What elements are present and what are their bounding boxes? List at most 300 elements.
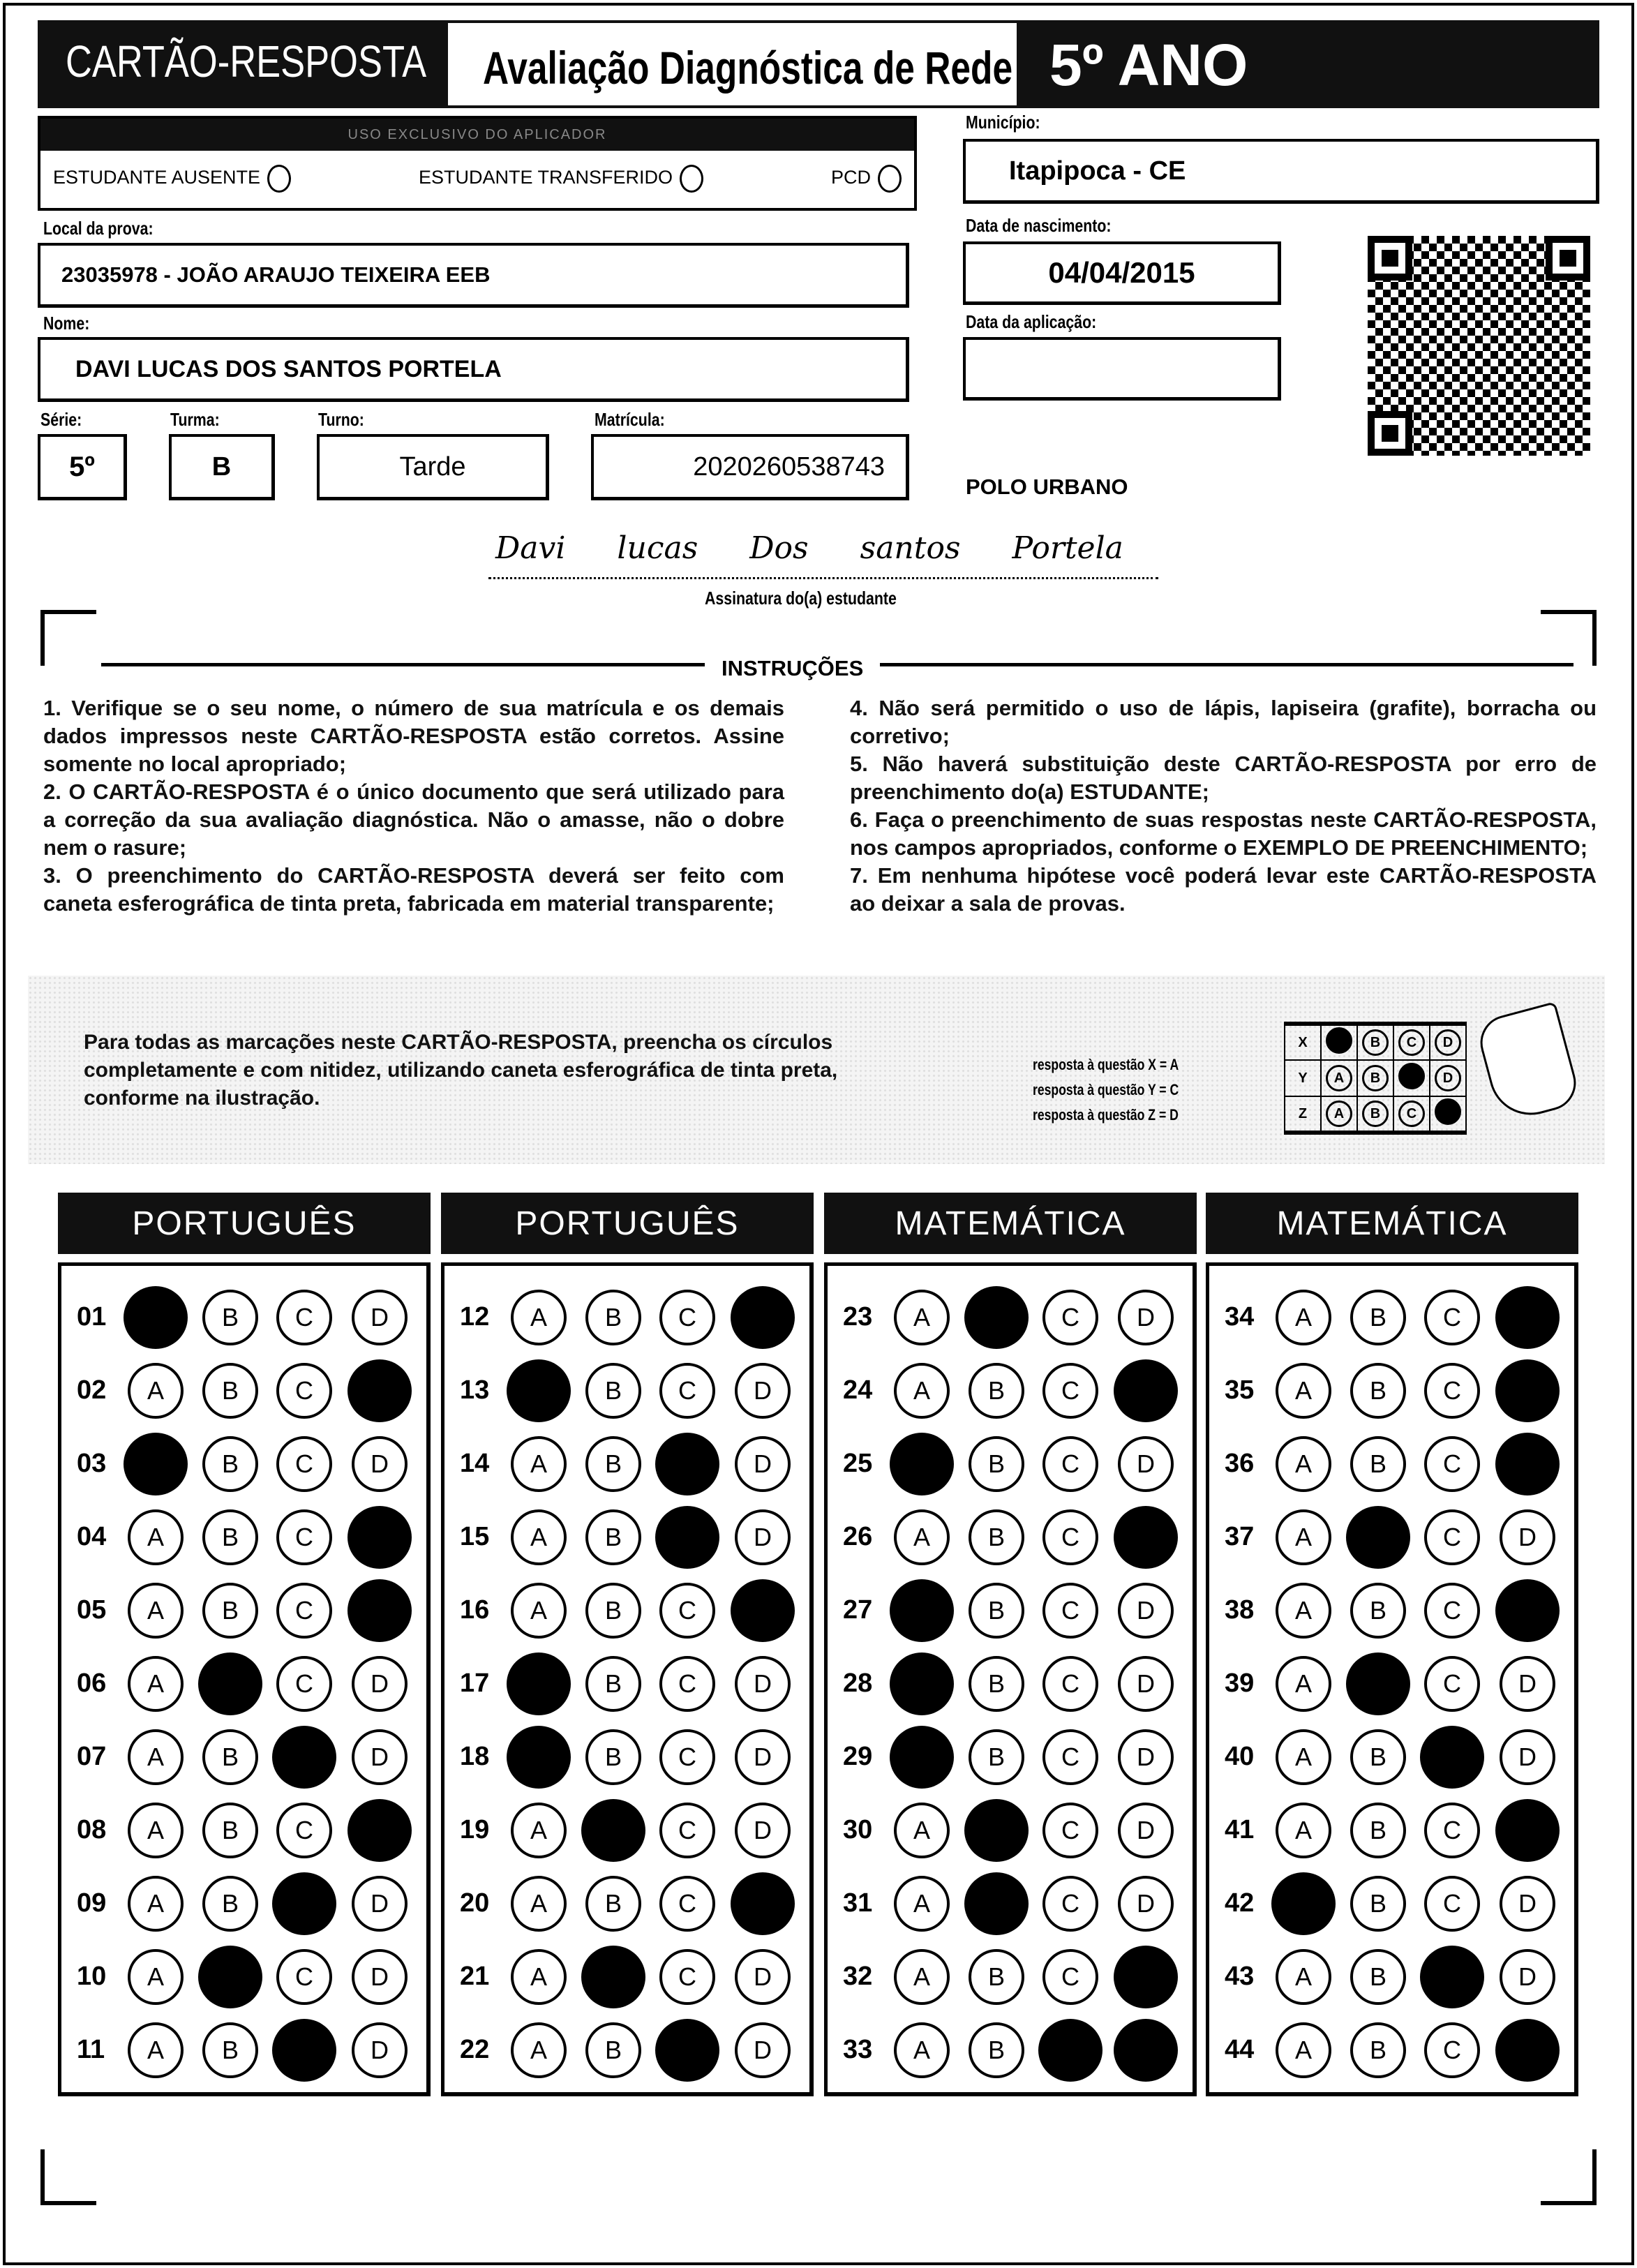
question-number: 42 bbox=[1225, 1888, 1255, 1918]
question-number: 31 bbox=[843, 1888, 873, 1918]
municipio-field bbox=[963, 139, 1599, 204]
answer-bubble-c[interactable]: C bbox=[1042, 1363, 1098, 1419]
answer-bubble-d-filled[interactable] bbox=[347, 1359, 412, 1422]
answer-bubble-c[interactable]: C bbox=[1424, 1363, 1480, 1419]
answer-bubble-a[interactable]: A bbox=[894, 1876, 950, 1932]
answer-bubble-b[interactable]: B bbox=[1350, 1876, 1406, 1932]
example-cell bbox=[1393, 1060, 1430, 1096]
answer-bubble-a[interactable]: A bbox=[1276, 1949, 1331, 2005]
answer-bubble-c-filled[interactable] bbox=[1038, 2019, 1102, 2082]
answer-bubble-d[interactable]: D bbox=[1118, 1803, 1174, 1858]
answer-bubble-a-filled[interactable] bbox=[124, 1286, 188, 1349]
question-number: 12 bbox=[460, 1302, 490, 1331]
example-cell bbox=[1321, 1096, 1357, 1133]
answer-bubble-d[interactable]: D bbox=[352, 1436, 408, 1492]
question-number: 28 bbox=[843, 1669, 873, 1698]
answer-bubble-b[interactable]: B bbox=[202, 1876, 258, 1932]
answer-bubble-d[interactable]: D bbox=[735, 1509, 791, 1565]
answer-bubble-c[interactable]: C bbox=[276, 1436, 332, 1492]
answer-bubble-c[interactable]: C bbox=[1424, 1290, 1480, 1345]
question-number: 07 bbox=[77, 1742, 107, 1771]
answer-bubble-d[interactable]: D bbox=[1500, 1729, 1555, 1785]
example-row bbox=[1285, 1024, 1466, 1060]
answer-bubble-a-filled[interactable] bbox=[890, 1726, 954, 1789]
answer-bubble-c[interactable]: C bbox=[1042, 1656, 1098, 1712]
answer-bubble-b-filled[interactable] bbox=[1346, 1506, 1410, 1569]
answer-bubble-b[interactable]: B bbox=[1350, 1949, 1406, 2005]
answer-bubble-a-filled[interactable] bbox=[124, 1433, 188, 1495]
question-number: 37 bbox=[1225, 1522, 1255, 1551]
answer-bubble-d[interactable]: D bbox=[352, 1949, 408, 2005]
question-row bbox=[828, 1656, 1193, 1712]
answer-bubble-c[interactable]: C bbox=[1424, 1583, 1480, 1639]
answer-bubble-a[interactable]: A bbox=[1276, 2022, 1331, 2078]
nascimento-field bbox=[963, 241, 1281, 305]
answer-bubble-b-filled[interactable] bbox=[964, 1286, 1029, 1349]
answer-bubble-c[interactable]: C bbox=[1042, 1583, 1098, 1639]
question-number: 39 bbox=[1225, 1669, 1255, 1698]
answer-bubble-b[interactable]: B bbox=[1350, 1803, 1406, 1858]
answer-bubble-a[interactable]: A bbox=[511, 1583, 567, 1639]
question-number: 35 bbox=[1225, 1375, 1255, 1405]
turma-field bbox=[169, 434, 275, 500]
answer-bubble-c[interactable]: C bbox=[659, 1876, 715, 1932]
nome-field bbox=[38, 337, 909, 402]
answer-bubble-b[interactable]: B bbox=[202, 1436, 258, 1492]
turma-label: Turma: bbox=[170, 409, 220, 430]
answer-bubble-c[interactable]: C bbox=[659, 1949, 715, 2005]
answer-bubble-c-filled[interactable] bbox=[655, 2019, 719, 2082]
question-number: 08 bbox=[77, 1815, 107, 1844]
answer-bubble-d-filled[interactable] bbox=[1495, 1286, 1560, 1349]
answer-bubble-b-filled[interactable] bbox=[964, 1799, 1029, 1862]
answer-bubble-a-filled[interactable] bbox=[890, 1652, 954, 1715]
question-number: 19 bbox=[460, 1815, 490, 1844]
question-number: 14 bbox=[460, 1449, 490, 1478]
answer-bubble-b[interactable]: B bbox=[202, 1509, 258, 1565]
answer-bubble-a[interactable]: A bbox=[128, 1949, 184, 2005]
question-row bbox=[61, 1363, 426, 1419]
answer-bubble-a[interactable]: A bbox=[511, 1949, 567, 2005]
question-number: 16 bbox=[460, 1595, 490, 1625]
answer-bubble-b[interactable]: B bbox=[585, 1363, 641, 1419]
answer-bubble-c-filled[interactable] bbox=[272, 1726, 336, 1789]
section-header: PORTUGUÊS bbox=[58, 1193, 431, 1254]
answer-bubble-d[interactable]: D bbox=[1118, 1290, 1174, 1345]
answer-bubble-b[interactable]: B bbox=[585, 1656, 641, 1712]
answer-bubble-b[interactable]: B bbox=[969, 1509, 1024, 1565]
answer-bubble-d[interactable]: D bbox=[1118, 1436, 1174, 1492]
turno-field bbox=[317, 434, 549, 500]
answer-bubble-b[interactable]: B bbox=[1350, 1729, 1406, 1785]
answer-bubble-d[interactable]: D bbox=[1118, 1876, 1174, 1932]
answer-bubble-c[interactable]: C bbox=[659, 1363, 715, 1419]
serie-field bbox=[38, 434, 127, 500]
question-row bbox=[444, 1876, 809, 1932]
question-number: 13 bbox=[460, 1375, 490, 1405]
answer-bubble-c-filled[interactable] bbox=[655, 1433, 719, 1495]
question-number: 09 bbox=[77, 1888, 107, 1918]
answer-bubble-a[interactable]: A bbox=[1276, 1803, 1331, 1858]
answer-bubble-c-filled[interactable] bbox=[272, 2019, 336, 2082]
answer-bubble-a[interactable]: A bbox=[894, 1509, 950, 1565]
question-row bbox=[828, 1803, 1193, 1858]
answer-bubble-d[interactable]: D bbox=[735, 1363, 791, 1419]
question-number: 01 bbox=[77, 1302, 107, 1331]
example-bubble: A bbox=[1326, 1101, 1352, 1127]
answer-bubble-a[interactable]: A bbox=[128, 1803, 184, 1858]
answer-bubble-d[interactable]: D bbox=[1118, 1583, 1174, 1639]
card-title: CARTÃO-RESPOSTA bbox=[66, 36, 427, 87]
question-row bbox=[1209, 1290, 1574, 1345]
answer-bubble-d-filled[interactable] bbox=[731, 1579, 795, 1642]
answer-bubble-a[interactable]: A bbox=[1276, 1583, 1331, 1639]
answer-bubble-b[interactable]: B bbox=[202, 2022, 258, 2078]
answer-bubble-a[interactable]: A bbox=[1276, 1363, 1331, 1419]
answer-bubble-a[interactable]: A bbox=[511, 1876, 567, 1932]
example-bubble: B bbox=[1362, 1029, 1389, 1056]
example-bubble: A bbox=[1326, 1065, 1352, 1091]
instruction-5: 5. Não haverá substituição deste CARTÃO-RESPOSTA por erro de preenchimento do(a) ESTUDANTE; bbox=[850, 752, 1597, 804]
answer-bubble-b[interactable]: B bbox=[585, 1436, 641, 1492]
answer-bubble-c[interactable]: C bbox=[1042, 1949, 1098, 2005]
answer-bubble-c[interactable]: C bbox=[1042, 1729, 1098, 1785]
answer-bubble-b[interactable]: B bbox=[1350, 1363, 1406, 1419]
example-bubble bbox=[1398, 1063, 1425, 1089]
example-bubble: C bbox=[1398, 1101, 1425, 1127]
polo-label: POLO URBANO bbox=[966, 475, 1128, 499]
answer-bubble-c[interactable]: C bbox=[276, 1290, 332, 1345]
answer-bubble-d[interactable]: D bbox=[1500, 1656, 1555, 1712]
answer-bubble-d[interactable]: D bbox=[735, 1436, 791, 1492]
answer-bubble-b[interactable]: B bbox=[585, 1876, 641, 1932]
answer-bubble-b-filled[interactable] bbox=[198, 1652, 262, 1715]
answer-bubble-d-filled[interactable] bbox=[1114, 1359, 1178, 1422]
answer-bubble-a-filled[interactable] bbox=[507, 1359, 571, 1422]
answer-bubble-b[interactable]: B bbox=[1350, 1290, 1406, 1345]
corner-mark-br bbox=[1541, 2149, 1597, 2205]
answer-bubble-c-filled[interactable] bbox=[655, 1506, 719, 1569]
answer-bubble-c[interactable]: C bbox=[659, 1583, 715, 1639]
answer-bubble-b-filled[interactable] bbox=[198, 1946, 262, 2008]
answer-bubble-b[interactable]: B bbox=[969, 1583, 1024, 1639]
answer-bubble-c[interactable]: C bbox=[659, 1656, 715, 1712]
answer-bubble-d-filled[interactable] bbox=[1495, 1579, 1560, 1642]
answer-bubble-c[interactable]: C bbox=[1042, 1803, 1098, 1858]
pcd-option[interactable] bbox=[831, 165, 902, 193]
answer-bubble-a[interactable]: A bbox=[128, 1876, 184, 1932]
question-number: 11 bbox=[77, 2035, 105, 2064]
answer-bubble-d[interactable]: D bbox=[352, 1656, 408, 1712]
answer-bubble-c[interactable]: C bbox=[1424, 1436, 1480, 1492]
answer-bubble-a[interactable]: A bbox=[894, 2022, 950, 2078]
answer-bubble-d-filled[interactable] bbox=[1114, 1946, 1178, 2008]
qr-code bbox=[1368, 236, 1590, 456]
answer-bubble-a[interactable]: A bbox=[128, 2022, 184, 2078]
question-number: 41 bbox=[1225, 1815, 1255, 1844]
answer-bubble-b[interactable]: B bbox=[969, 1949, 1024, 2005]
answer-bubble-d-filled[interactable] bbox=[1495, 2019, 1560, 2082]
question-row bbox=[61, 1949, 426, 2005]
question-row bbox=[1209, 1876, 1574, 1932]
example-cell bbox=[1393, 1096, 1430, 1133]
answer-bubble-a-filled[interactable] bbox=[507, 1652, 571, 1715]
answer-bubble-a-filled[interactable] bbox=[890, 1433, 954, 1495]
question-number: 10 bbox=[77, 1962, 107, 1991]
answer-bubble-c[interactable]: C bbox=[276, 1583, 332, 1639]
answer-bubble-c[interactable]: C bbox=[1424, 1656, 1480, 1712]
answer-bubble-d-filled[interactable] bbox=[1114, 2019, 1178, 2082]
answer-bubble-a[interactable]: A bbox=[894, 1363, 950, 1419]
answer-bubble-d-filled[interactable] bbox=[731, 1872, 795, 1935]
question-row bbox=[61, 1656, 426, 1712]
question-row bbox=[828, 1949, 1193, 2005]
question-number: 18 bbox=[460, 1742, 490, 1771]
local-field bbox=[38, 243, 909, 308]
question-row bbox=[444, 1803, 809, 1858]
answer-bubble-b[interactable]: B bbox=[202, 1290, 258, 1345]
answer-bubble-c-filled[interactable] bbox=[1420, 1946, 1484, 2008]
answer-bubble-d-filled[interactable] bbox=[1495, 1359, 1560, 1422]
question-row bbox=[444, 1509, 809, 1565]
pcd-bubble[interactable] bbox=[878, 165, 902, 193]
answer-bubble-a-filled[interactable] bbox=[507, 1726, 571, 1789]
answer-bubble-b[interactable]: B bbox=[585, 1583, 641, 1639]
answer-bubble-a[interactable]: A bbox=[1276, 1290, 1331, 1345]
question-row bbox=[444, 2022, 809, 2078]
answer-column bbox=[441, 1262, 814, 2096]
answer-bubble-d-filled[interactable] bbox=[347, 1506, 412, 1569]
answer-bubble-a[interactable]: A bbox=[128, 1729, 184, 1785]
absent-option[interactable] bbox=[53, 165, 291, 193]
answer-bubble-b[interactable]: B bbox=[969, 1656, 1024, 1712]
answer-bubble-a-filled[interactable] bbox=[1271, 1872, 1336, 1935]
question-number: 38 bbox=[1225, 1595, 1255, 1625]
municipio-label: Município: bbox=[966, 112, 1040, 133]
answer-bubble-b[interactable]: B bbox=[969, 2022, 1024, 2078]
matricula-value: 2020260538743 bbox=[693, 452, 885, 482]
example-bubble: D bbox=[1435, 1029, 1461, 1056]
aplicacao-label: Data da aplicação: bbox=[966, 311, 1097, 332]
answer-bubble-b-filled[interactable] bbox=[581, 1799, 645, 1862]
answer-bubble-a[interactable]: A bbox=[511, 1436, 567, 1492]
question-number: 04 bbox=[77, 1522, 107, 1551]
answer-bubble-d-filled[interactable] bbox=[731, 1286, 795, 1349]
answer-bubble-a[interactable]: A bbox=[511, 1803, 567, 1858]
answer-bubble-c-filled[interactable] bbox=[1420, 1726, 1484, 1789]
answer-bubble-a[interactable]: A bbox=[511, 1509, 567, 1565]
answer-bubble-b[interactable]: B bbox=[202, 1363, 258, 1419]
example-text: Para todas as marcações neste CARTÃO-RESPOSTA, preencha os círculos completamente e com nitidez, utilizando caneta esferográfica de tinta preta, conforme na ilustração. bbox=[84, 1031, 838, 1110]
answer-bubble-d[interactable]: D bbox=[735, 2022, 791, 2078]
answer-bubble-c-filled[interactable] bbox=[272, 1872, 336, 1935]
answer-bubble-d-filled[interactable] bbox=[1495, 1799, 1560, 1862]
answer-bubble-d[interactable]: D bbox=[1500, 1949, 1555, 2005]
transferred-bubble[interactable] bbox=[680, 165, 703, 193]
answer-bubble-b[interactable]: B bbox=[585, 1729, 641, 1785]
question-number: 15 bbox=[460, 1522, 490, 1551]
answer-bubble-b[interactable]: B bbox=[585, 2022, 641, 2078]
answer-bubble-d-filled[interactable] bbox=[1114, 1506, 1178, 1569]
answer-bubble-d[interactable]: D bbox=[352, 1290, 408, 1345]
question-row bbox=[1209, 1509, 1574, 1565]
question-row bbox=[444, 1729, 809, 1785]
answer-bubble-a[interactable]: A bbox=[894, 1949, 950, 2005]
question-number: 29 bbox=[843, 1742, 873, 1771]
question-number: 30 bbox=[843, 1815, 873, 1844]
turma-value: B bbox=[211, 452, 232, 482]
answer-bubble-c[interactable]: C bbox=[659, 1803, 715, 1858]
answer-bubble-c[interactable]: C bbox=[1424, 1876, 1480, 1932]
section-header: PORTUGUÊS bbox=[441, 1193, 814, 1254]
answer-bubble-c[interactable]: C bbox=[276, 1363, 332, 1419]
answer-bubble-c[interactable]: C bbox=[1424, 2022, 1480, 2078]
example-question: Z bbox=[1285, 1096, 1321, 1133]
answer-bubble-a[interactable]: A bbox=[511, 2022, 567, 2078]
answer-bubble-c[interactable]: C bbox=[659, 1290, 715, 1345]
question-number: 23 bbox=[843, 1302, 873, 1331]
answer-column bbox=[824, 1262, 1197, 2096]
question-number: 26 bbox=[843, 1522, 873, 1551]
nascimento-value: 04/04/2015 bbox=[1048, 256, 1195, 289]
answer-bubble-b[interactable]: B bbox=[1350, 1583, 1406, 1639]
instructions-left bbox=[43, 694, 784, 918]
answer-bubble-c[interactable]: C bbox=[1042, 1436, 1098, 1492]
answer-bubble-c[interactable]: C bbox=[276, 1803, 332, 1858]
answer-bubble-a[interactable]: A bbox=[1276, 1436, 1331, 1492]
answer-bubble-d[interactable]: D bbox=[735, 1803, 791, 1858]
answer-bubble-a[interactable]: A bbox=[894, 1803, 950, 1858]
answer-bubble-b[interactable]: B bbox=[969, 1729, 1024, 1785]
aplicacao-field bbox=[963, 337, 1281, 401]
answer-bubble-b[interactable]: B bbox=[585, 1290, 641, 1345]
question-number: 06 bbox=[77, 1669, 107, 1698]
answer-bubble-c[interactable]: C bbox=[1042, 1876, 1098, 1932]
applicator-box bbox=[38, 116, 917, 211]
example-bubble bbox=[1435, 1098, 1461, 1125]
answer-bubble-c[interactable]: C bbox=[276, 1949, 332, 2005]
question-number: 44 bbox=[1225, 2035, 1255, 2064]
answer-bubble-a-filled[interactable] bbox=[890, 1579, 954, 1642]
answer-bubble-a[interactable]: A bbox=[128, 1656, 184, 1712]
answer-bubble-b-filled[interactable] bbox=[581, 1946, 645, 2008]
answer-bubble-c[interactable]: C bbox=[1042, 1290, 1098, 1345]
question-row bbox=[444, 1436, 809, 1492]
question-row bbox=[828, 1436, 1193, 1492]
answer-bubble-b[interactable]: B bbox=[969, 1436, 1024, 1492]
answer-bubble-d[interactable]: D bbox=[1118, 1729, 1174, 1785]
question-row bbox=[61, 1436, 426, 1492]
answer-bubble-d[interactable]: D bbox=[735, 1729, 791, 1785]
answer-bubble-c[interactable]: C bbox=[1424, 1509, 1480, 1565]
example-bubble bbox=[1326, 1027, 1352, 1054]
absent-bubble[interactable] bbox=[267, 165, 291, 193]
answer-bubble-a[interactable]: A bbox=[128, 1363, 184, 1419]
example-question: Y bbox=[1285, 1060, 1321, 1096]
question-number: 22 bbox=[460, 2035, 490, 2064]
question-row bbox=[444, 1363, 809, 1419]
answer-bubble-c[interactable]: C bbox=[1042, 1509, 1098, 1565]
example-cell bbox=[1357, 1096, 1393, 1133]
answer-bubble-d[interactable]: D bbox=[352, 1729, 408, 1785]
example-cell bbox=[1321, 1024, 1357, 1060]
question-number: 03 bbox=[77, 1449, 107, 1478]
answer-column bbox=[1206, 1262, 1578, 2096]
answer-bubble-b[interactable]: B bbox=[1350, 2022, 1406, 2078]
signature: Davi lucas Dos santos Portela bbox=[488, 530, 1158, 579]
transferred-option[interactable] bbox=[419, 165, 703, 193]
question-row bbox=[1209, 1436, 1574, 1492]
example-cell bbox=[1393, 1024, 1430, 1060]
answer-bubble-d-filled[interactable] bbox=[347, 1579, 412, 1642]
example-bubble: C bbox=[1398, 1029, 1425, 1056]
answer-bubble-c[interactable]: C bbox=[276, 1656, 332, 1712]
instruction-7: 7. Em nenhuma hipótese você poderá levar este CARTÃO-RESPOSTA ao deixar a sala de provas. bbox=[850, 863, 1597, 916]
absent-label: ESTUDANTE AUSENTE bbox=[53, 167, 261, 188]
answer-bubble-d[interactable]: D bbox=[735, 1949, 791, 2005]
answer-bubble-c[interactable]: C bbox=[276, 1509, 332, 1565]
question-row bbox=[1209, 1949, 1574, 2005]
answer-bubble-b[interactable]: B bbox=[969, 1363, 1024, 1419]
answer-bubble-c[interactable]: C bbox=[659, 1729, 715, 1785]
serie-label: Série: bbox=[40, 409, 82, 430]
question-number: 17 bbox=[460, 1669, 490, 1698]
question-number: 24 bbox=[843, 1375, 873, 1405]
example-band bbox=[28, 976, 1605, 1164]
example-cell bbox=[1357, 1024, 1393, 1060]
matricula-label: Matrícula: bbox=[595, 409, 665, 430]
answer-bubble-a[interactable]: A bbox=[128, 1583, 184, 1639]
answer-bubble-d-filled[interactable] bbox=[347, 1799, 412, 1862]
answer-bubble-d[interactable]: D bbox=[352, 1876, 408, 1932]
answer-bubble-d[interactable]: D bbox=[352, 2022, 408, 2078]
question-row bbox=[61, 1729, 426, 1785]
answer-bubble-b[interactable]: B bbox=[202, 1583, 258, 1639]
answer-bubble-b[interactable]: B bbox=[202, 1803, 258, 1858]
corner-mark-tr bbox=[1541, 610, 1597, 666]
example-cell bbox=[1357, 1060, 1393, 1096]
answer-bubble-a[interactable]: A bbox=[511, 1290, 567, 1345]
answer-bubble-a[interactable]: A bbox=[1276, 1656, 1331, 1712]
answer-bubble-d[interactable]: D bbox=[1500, 1509, 1555, 1565]
exam-title-box bbox=[448, 23, 1017, 105]
answer-bubble-a[interactable]: A bbox=[128, 1509, 184, 1565]
answer-bubble-d-filled[interactable] bbox=[1495, 1433, 1560, 1495]
answer-bubble-a[interactable]: A bbox=[894, 1290, 950, 1345]
answer-bubble-d[interactable]: D bbox=[1118, 1656, 1174, 1712]
example-bubble: B bbox=[1362, 1101, 1389, 1127]
answer-bubble-b-filled[interactable] bbox=[1346, 1652, 1410, 1715]
question-row bbox=[1209, 1729, 1574, 1785]
answer-bubble-d[interactable]: D bbox=[735, 1656, 791, 1712]
question-row bbox=[1209, 1803, 1574, 1858]
answer-bubble-a[interactable]: A bbox=[1276, 1509, 1331, 1565]
answer-bubble-b[interactable]: B bbox=[585, 1509, 641, 1565]
question-number: 02 bbox=[77, 1375, 107, 1405]
answer-bubble-b[interactable]: B bbox=[1350, 1436, 1406, 1492]
answer-bubble-b-filled[interactable] bbox=[964, 1872, 1029, 1935]
answer-bubble-d[interactable]: D bbox=[1500, 1876, 1555, 1932]
question-row bbox=[61, 1509, 426, 1565]
answer-bubble-b[interactable]: B bbox=[202, 1729, 258, 1785]
question-row bbox=[444, 1583, 809, 1639]
question-row bbox=[1209, 1363, 1574, 1419]
answer-bubble-a[interactable]: A bbox=[1276, 1729, 1331, 1785]
instruction-3: 3. O preenchimento do CARTÃO-RESPOSTA deverá ser feito com caneta esferográfica de tinta preta, fabricada em material transparente; bbox=[43, 863, 784, 916]
question-row bbox=[444, 1290, 809, 1345]
question-row bbox=[61, 1583, 426, 1639]
answer-bubble-c[interactable]: C bbox=[1424, 1803, 1480, 1858]
